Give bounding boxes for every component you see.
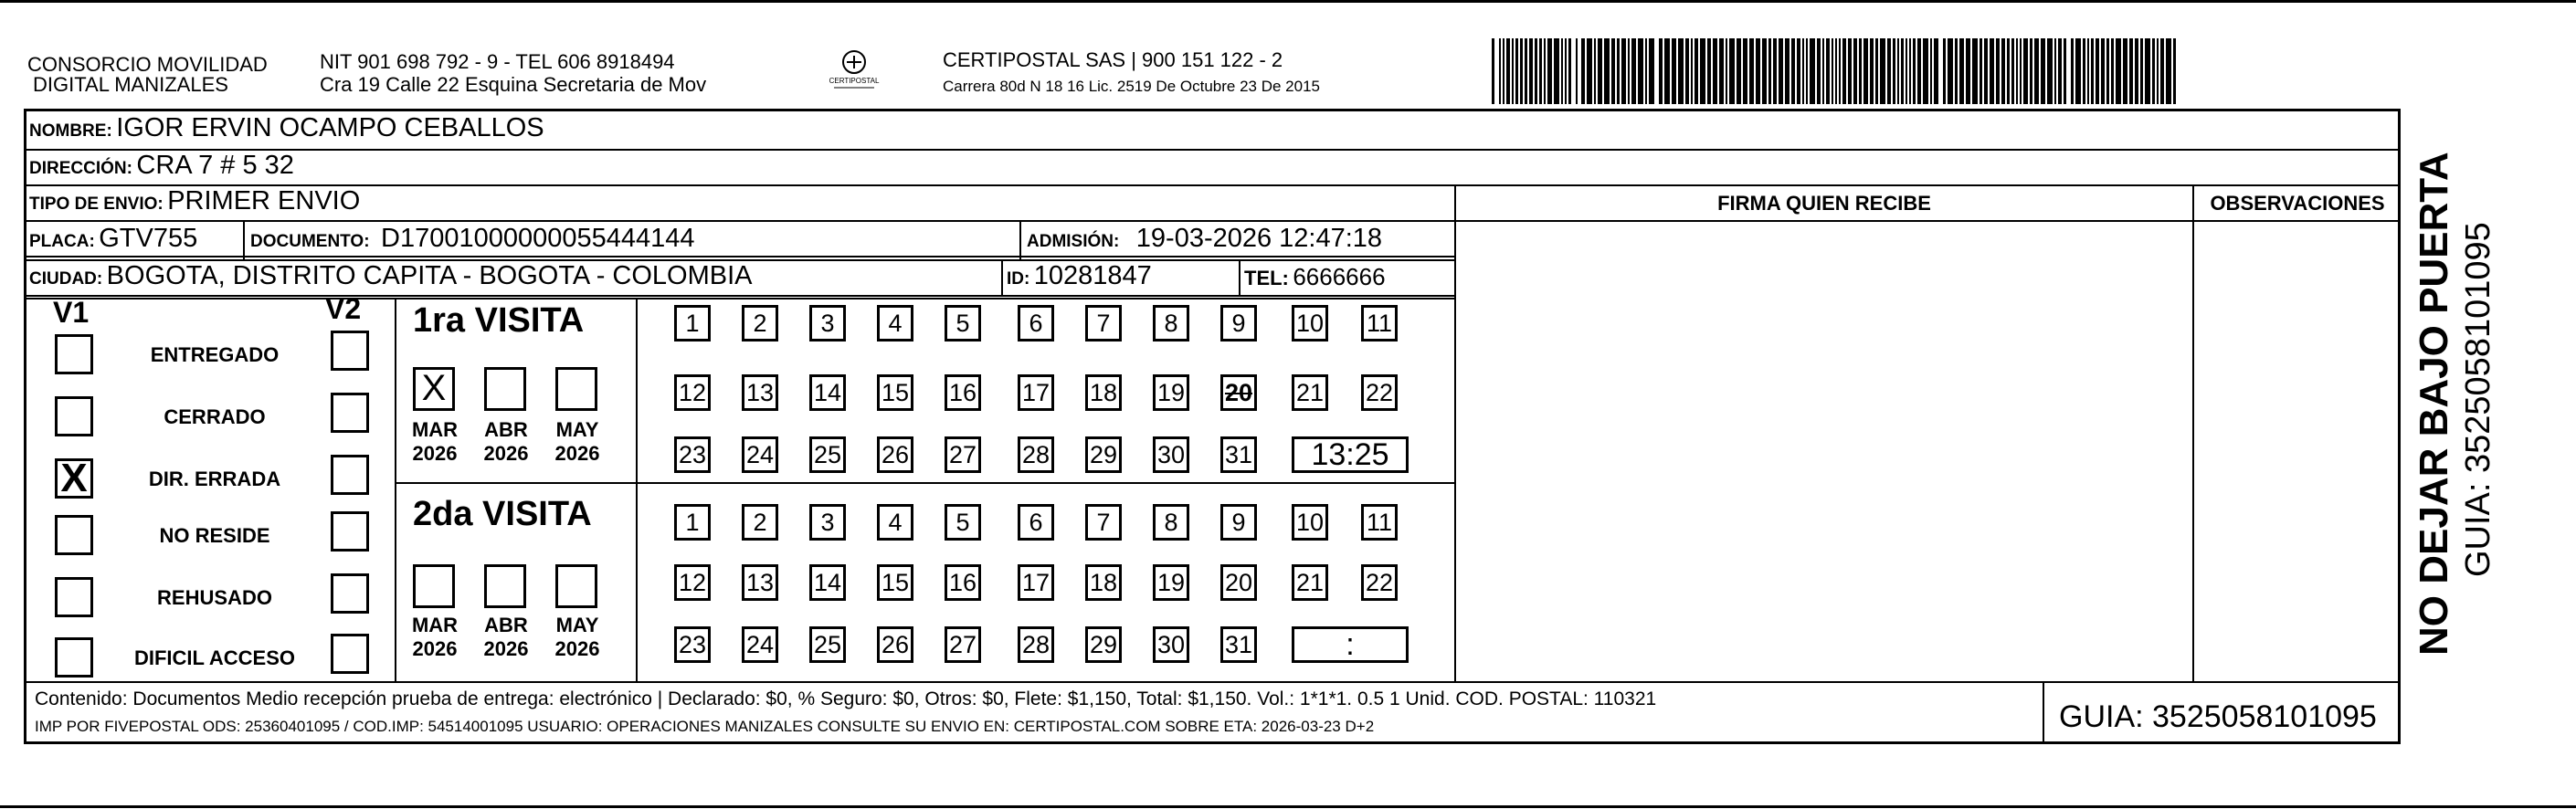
day-box[interactable]: 9 (1220, 504, 1257, 541)
first-visit-title: 1ra VISITA (413, 301, 585, 340)
documento-label: DOCUMENTO: (250, 232, 370, 251)
day-box[interactable]: 23 (674, 626, 711, 663)
barcode-bar (1719, 38, 1724, 104)
barcode-bar (1966, 38, 1970, 104)
tel-value: 6666666 (1293, 263, 1386, 290)
nombre-value: IGOR ERVIN OCAMPO CEBALLOS (116, 113, 544, 142)
footer-contenido: Contenido: Documentos Medio recepción prueba de entrega: electrónico | Declarado: $0, % Seguro: $0, Otros: $0, Flete: $1,150, Total: $1,150. Vol.: 1*1*1. 0.5 1 Unid. COD. POSTAL: 110321 (35, 688, 1657, 709)
barcode-bar (1797, 38, 1800, 104)
barcode-bar (1959, 38, 1964, 104)
day-box[interactable]: 15 (877, 374, 913, 411)
day-box[interactable]: 20 (1220, 374, 1257, 411)
day-box[interactable]: 22 (1361, 564, 1398, 601)
barcode-bar (2152, 38, 2155, 104)
day-box[interactable]: 12 (674, 564, 711, 601)
barcode-bar (1611, 38, 1615, 104)
barcode-bar (1906, 38, 1907, 104)
barcode-bar (1943, 38, 1946, 104)
barcode-bar (2016, 38, 2018, 104)
barcode-bar (1863, 38, 1868, 104)
barcode-bar (1587, 38, 1592, 104)
row-divider (24, 220, 2401, 222)
barcode-bar (1729, 38, 1735, 104)
day-box[interactable]: 30 (1153, 626, 1189, 663)
barcode-bar (1996, 38, 2000, 104)
day-box[interactable]: 8 (1153, 504, 1189, 541)
documento-row (250, 224, 695, 254)
year-label: 2026 (412, 442, 458, 465)
month-label: MAR (411, 614, 459, 636)
barcode-bar (1853, 38, 1857, 104)
certipostal-logo (827, 46, 882, 100)
top-rule (0, 0, 2576, 3)
nit-line: NIT 901 698 792 - 9 - TEL 606 8918494 (320, 50, 675, 73)
barcode-bar (1822, 38, 1824, 104)
ciudad-row (29, 261, 753, 291)
direccion-row (29, 151, 294, 181)
ciudad-value: BOGOTA, DISTRITO CAPITA - BOGOTA - COLOMBIA (106, 261, 753, 290)
day-box[interactable]: 28 (1018, 436, 1054, 473)
day-box[interactable]: 13 (742, 564, 778, 601)
tel-divider (1239, 259, 1240, 295)
month-checkbox[interactable] (413, 367, 455, 411)
barcode-bar (1565, 38, 1567, 104)
v2-checkbox[interactable] (331, 634, 369, 674)
day-box[interactable]: 29 (1085, 626, 1122, 663)
id-row (1007, 261, 1152, 291)
row-divider (24, 256, 1456, 257)
nombre-label: NOMBRE: (29, 121, 112, 141)
barcode-bar (2030, 38, 2032, 104)
month-label: MAY (555, 418, 599, 441)
day-box[interactable]: 25 (809, 436, 846, 473)
barcode-bar (1617, 38, 1620, 104)
barcode-bar (1515, 38, 1518, 104)
month-label: MAY (555, 614, 599, 636)
v2-checkbox[interactable] (331, 511, 369, 552)
status-label: DIFICIL ACCESO (133, 646, 295, 669)
day-box[interactable]: 5 (945, 504, 981, 541)
barcode-bar (1768, 38, 1771, 104)
barcode-bar (2145, 38, 2150, 104)
month-label: MAR (411, 418, 459, 441)
barcode-bar (1520, 38, 1523, 104)
day-box[interactable]: 3 (809, 504, 846, 541)
tel-label: TEL: (1244, 267, 1289, 289)
barcode-bar (1842, 38, 1846, 104)
barcode-bar (1875, 38, 1878, 104)
day-box[interactable]: 9 (1220, 305, 1257, 341)
year-label: 2026 (554, 637, 600, 660)
barcode-bar (1561, 38, 1563, 104)
barcode-bar (2075, 38, 2081, 104)
barcode-bar (2058, 38, 2062, 104)
day-box[interactable]: 25 (809, 626, 846, 663)
placa-label: PLACA: (29, 232, 95, 251)
second-visit-title: 2da VISITA (413, 495, 592, 533)
day-box[interactable]: 19 (1153, 374, 1189, 411)
day-box[interactable]: 3 (809, 305, 846, 341)
placa-value: GTV755 (99, 224, 198, 253)
day-box[interactable]: 24 (742, 626, 778, 663)
barcode-bar (2140, 38, 2143, 104)
barcode-bar (1685, 38, 1689, 104)
year-label: 2026 (412, 637, 458, 660)
day-box[interactable]: 11 (1361, 504, 1398, 541)
barcode-bar (1948, 38, 1953, 104)
day-box[interactable]: 18 (1085, 564, 1122, 601)
barcode-bar (2064, 38, 2066, 104)
barcode-bar (1649, 38, 1654, 104)
barcode-bar (1568, 38, 1571, 104)
barcode-bar (2173, 38, 2176, 104)
day-box[interactable]: 21 (1292, 564, 1328, 601)
barcode-bar (1713, 38, 1717, 104)
day-box[interactable]: 2 (742, 305, 778, 341)
admision-row (1027, 224, 1382, 254)
row-divider (24, 295, 1456, 297)
barcode-bar (1826, 38, 1830, 104)
barcode-bar (2047, 38, 2053, 104)
v1-checkbox[interactable] (55, 334, 93, 374)
observaciones-header: OBSERVACIONES (2210, 192, 2385, 215)
barcode-bar (1762, 38, 1767, 104)
company-line2: DIGITAL MANIZALES (33, 73, 228, 96)
documento-value: D17001000000055444144 (381, 224, 695, 253)
day-box[interactable]: 12 (674, 374, 711, 411)
barcode-bar (1980, 38, 1982, 104)
year-label: 2026 (554, 442, 600, 465)
visit-divider (636, 298, 638, 681)
day-box[interactable]: 31 (1220, 626, 1257, 663)
barcode-bar (1785, 38, 1789, 104)
footer-imp: IMP POR FIVEPOSTAL ODS: 25360401095 / COD.IMP: 54514001095 USUARIO: OPERACIONES MANIZALES CONSULTE SU ENVIO EN: CERTIPOSTAL.COM SOBRE ETA: 2026-03-23 D+2 (35, 718, 1375, 735)
barcode-bar (1737, 38, 1741, 104)
barcode-bar (1594, 38, 1596, 104)
tipo-label: TIPO DE ENVIO: (29, 194, 164, 214)
barcode-bar (2166, 38, 2171, 104)
side-guia: GUIA: 3525058101095 (2459, 222, 2497, 577)
barcode-bar (1756, 38, 1760, 104)
barcode-bar (1909, 38, 1911, 104)
day-box[interactable]: 7 (1085, 504, 1122, 541)
id-divider (1001, 259, 1003, 295)
barcode-bar (2160, 38, 2164, 104)
barcode-bar (1598, 38, 1602, 104)
barcode-bar (1631, 38, 1636, 104)
barcode-bar (2106, 38, 2109, 104)
day-box[interactable]: 10 (1292, 504, 1328, 541)
day-box[interactable]: 2 (742, 504, 778, 541)
barcode-bar (2001, 38, 2005, 104)
no-dejar-bajo-puerta: NO DEJAR BAJO PUERTA (2412, 152, 2456, 656)
address-line: Cra 19 Calle 22 Esquina Secretaria de Mov (320, 73, 707, 96)
barcode-bar (1955, 38, 1958, 104)
day-box[interactable]: 26 (877, 436, 913, 473)
status-label: REHUSADO (157, 586, 272, 609)
barcode-bar (1535, 38, 1537, 104)
barcode-bar (1512, 38, 1514, 104)
row-divider (24, 149, 2401, 151)
barcode-bar (1930, 38, 1932, 104)
day-box[interactable]: 4 (877, 305, 913, 341)
bottom-rule (0, 805, 2576, 808)
barcode-bar (1638, 38, 1643, 104)
logo-text: CERTIPOSTAL (829, 77, 880, 85)
barcode-bar (1547, 38, 1552, 104)
v2-checkbox[interactable] (331, 573, 369, 614)
barcode-bar (1700, 38, 1705, 104)
admision-value: 19-03-2026 12:47:18 (1135, 224, 1383, 253)
row-divider (24, 298, 1456, 299)
barcode-bar (1817, 38, 1821, 104)
month-checkbox[interactable] (555, 564, 597, 608)
visit-split (395, 482, 1454, 484)
month-checkbox[interactable] (555, 367, 597, 411)
day-box[interactable]: 16 (945, 564, 981, 601)
day-box[interactable]: 18 (1085, 374, 1122, 411)
tipo-value: PRIMER ENVIO (167, 186, 361, 215)
guia-divider (2043, 681, 2044, 744)
day-box[interactable]: 17 (1018, 564, 1054, 601)
logo-icon (827, 46, 882, 100)
day-box[interactable]: 14 (809, 564, 846, 601)
barcode-bar (2020, 38, 2022, 104)
admision-divider (1019, 220, 1021, 259)
barcode-bar (1984, 38, 1988, 104)
barcode-bar (1506, 38, 1510, 104)
barcode-bar (1897, 38, 1899, 104)
barcode-bar (1525, 38, 1527, 104)
barcode-bar (1773, 38, 1777, 104)
barcode-bar (1694, 38, 1698, 104)
barcode-bar (1779, 38, 1783, 104)
col-divider-firma (1454, 184, 1456, 681)
barcode-bar (1678, 38, 1684, 104)
barcode-bar (1492, 38, 1494, 104)
v1-checkbox[interactable] (55, 458, 93, 499)
status-label: ENTREGADO (150, 343, 280, 366)
barcode-bar (2087, 38, 2089, 104)
barcode-bar (2011, 38, 2014, 104)
day-box[interactable]: 1 (674, 305, 711, 341)
day-box[interactable]: 7 (1085, 305, 1122, 341)
barcode-bar (2111, 38, 2114, 104)
barcode-bar (1880, 38, 1885, 104)
day-box[interactable]: 30 (1153, 436, 1189, 473)
barcode-bar (1544, 38, 1546, 104)
time-box[interactable]: : (1292, 626, 1409, 663)
barcode-bar (1990, 38, 1994, 104)
barcode-bar (1934, 38, 1938, 104)
barcode-bar (1917, 38, 1921, 104)
barcode-bar (1893, 38, 1895, 104)
barcode-bar (1810, 38, 1815, 104)
barcode-bar (1645, 38, 1647, 104)
day-box[interactable]: 8 (1153, 305, 1189, 341)
direccion-value: CRA 7 # 5 32 (136, 151, 294, 180)
day-box[interactable]: 29 (1085, 436, 1122, 473)
barcode-bar (1835, 38, 1837, 104)
ciudad-label: CIUDAD: (29, 269, 103, 289)
barcode-bar (1621, 38, 1626, 104)
barcode-bar (1604, 38, 1610, 104)
barcode-bar (1503, 38, 1504, 104)
courier-line1: CERTIPOSTAL SAS | 900 151 122 - 2 (943, 48, 1283, 71)
firma-header: FIRMA QUIEN RECIBE (1717, 192, 1931, 215)
barcode-bar (2034, 38, 2039, 104)
barcode-bar (1707, 38, 1711, 104)
nombre-row (29, 113, 544, 143)
day-box[interactable]: 23 (674, 436, 711, 473)
year-label: 2026 (483, 442, 529, 465)
barcode-bar (1848, 38, 1852, 104)
barcode-bar (1743, 38, 1747, 104)
barcode-bar (1554, 38, 1559, 104)
barcode-bar (1802, 38, 1804, 104)
barcode-bar (1659, 38, 1663, 104)
barcode-bar (1806, 38, 1808, 104)
barcode-bar (2007, 38, 2010, 104)
day-box[interactable]: 26 (877, 626, 913, 663)
check-mark: X (60, 456, 88, 500)
placa-row (29, 224, 197, 254)
month-label: ABR (484, 614, 528, 636)
barcode-bar (2091, 38, 2094, 104)
barcode-bar (1581, 38, 1585, 104)
status-label: DIR. ERRADA (148, 468, 281, 490)
company-line1: CONSORCIO MOVILIDAD (27, 53, 268, 76)
barcode-bar (1887, 38, 1891, 104)
day-box[interactable]: 4 (877, 504, 913, 541)
barcode-bar (1726, 38, 1727, 104)
day-box[interactable]: 6 (1018, 504, 1054, 541)
v2-checkbox[interactable] (331, 455, 369, 495)
month-checkbox[interactable] (413, 564, 455, 608)
admision-label: ADMISIÓN: (1027, 232, 1120, 251)
day-box[interactable]: 5 (945, 305, 981, 341)
doc-divider (243, 220, 245, 259)
barcode-bar (2041, 38, 2045, 104)
v1-checkbox[interactable] (55, 396, 93, 436)
barcode-bar (1870, 38, 1874, 104)
barcode-bar (2083, 38, 2085, 104)
barcode-bar (1859, 38, 1862, 104)
courier-line2: Carrera 80d N 18 16 Lic. 2519 De Octubre 23 De 2015 (943, 78, 1320, 95)
month-checkbox[interactable] (484, 367, 526, 411)
day-box[interactable]: 20 (1220, 564, 1257, 601)
barcode-bar (2023, 38, 2028, 104)
v1-checkbox[interactable] (55, 515, 93, 555)
barcode-bar (2116, 38, 2121, 104)
day-box[interactable]: 13 (742, 374, 778, 411)
day-box[interactable]: 31 (1220, 436, 1257, 473)
barcode-bar (2157, 38, 2159, 104)
barcode-bar (2123, 38, 2127, 104)
day-box[interactable]: 11 (1361, 305, 1398, 341)
status-label: NO RESIDE (159, 524, 270, 547)
barcode-bar (1691, 38, 1693, 104)
barcode-bar (2054, 38, 2056, 104)
tipo-row (29, 186, 360, 216)
id-value: 10281847 (1033, 261, 1152, 290)
barcode-bar (1539, 38, 1542, 104)
id-label: ID: (1007, 269, 1030, 289)
barcode-bar (1913, 38, 1916, 104)
status-label: CERRADO (164, 405, 266, 428)
barcode-bar (2101, 38, 2105, 104)
barcode-bar (1664, 38, 1670, 104)
barcode-bar (1832, 38, 1833, 104)
year-label: 2026 (483, 637, 529, 660)
v2-checkbox[interactable] (331, 331, 369, 371)
v1-checkbox[interactable] (55, 637, 93, 678)
day-box[interactable]: 27 (945, 436, 981, 473)
v2-label: V2 (325, 292, 362, 325)
v1-label: V1 (53, 296, 90, 329)
barcode-bar (1972, 38, 1978, 104)
barcode-graphic (1492, 38, 2177, 104)
col-divider-obs (2192, 184, 2194, 681)
month-label: ABR (484, 418, 528, 441)
day-box[interactable]: 6 (1018, 305, 1054, 341)
tel-row (1244, 263, 1386, 291)
barcode-bar (1791, 38, 1795, 104)
day-box[interactable]: 17 (1018, 374, 1054, 411)
v1-checkbox[interactable] (55, 577, 93, 617)
barcode-bar (2129, 38, 2133, 104)
check-mark: X (421, 368, 447, 408)
barcode-bar (1839, 38, 1841, 104)
time-box[interactable]: 13:25 (1292, 436, 1409, 473)
day-box[interactable]: 15 (877, 564, 913, 601)
month-checkbox[interactable] (484, 564, 526, 608)
footer-guia: GUIA: 3525058101095 (2059, 699, 2377, 734)
direccion-label: DIRECCIÓN: (29, 159, 132, 178)
barcode-bar (1628, 38, 1630, 104)
barcode-bar (1901, 38, 1904, 104)
v2-checkbox[interactable] (331, 393, 369, 433)
barcode-bar (2071, 38, 2074, 104)
barcode-bar (1672, 38, 1676, 104)
row-divider (24, 184, 2401, 186)
barcode-bar (1499, 38, 1501, 104)
barcode (1492, 38, 2177, 104)
barcode-bar (2135, 38, 2138, 104)
day-box[interactable]: 16 (945, 374, 981, 411)
day-box[interactable]: 28 (1018, 626, 1054, 663)
day-box[interactable]: 10 (1292, 305, 1328, 341)
day-box[interactable]: 24 (742, 436, 778, 473)
checklist-divider (395, 298, 396, 681)
day-box[interactable]: 14 (809, 374, 846, 411)
barcode-bar (1529, 38, 1533, 104)
day-box[interactable]: 22 (1361, 374, 1398, 411)
day-box[interactable]: 1 (674, 504, 711, 541)
barcode-bar (2096, 38, 2099, 104)
barcode-bar (1749, 38, 1754, 104)
barcode-bar (1576, 38, 1578, 104)
day-box[interactable]: 27 (945, 626, 981, 663)
day-box[interactable]: 19 (1153, 564, 1189, 601)
day-box[interactable]: 21 (1292, 374, 1328, 411)
barcode-bar (1923, 38, 1928, 104)
